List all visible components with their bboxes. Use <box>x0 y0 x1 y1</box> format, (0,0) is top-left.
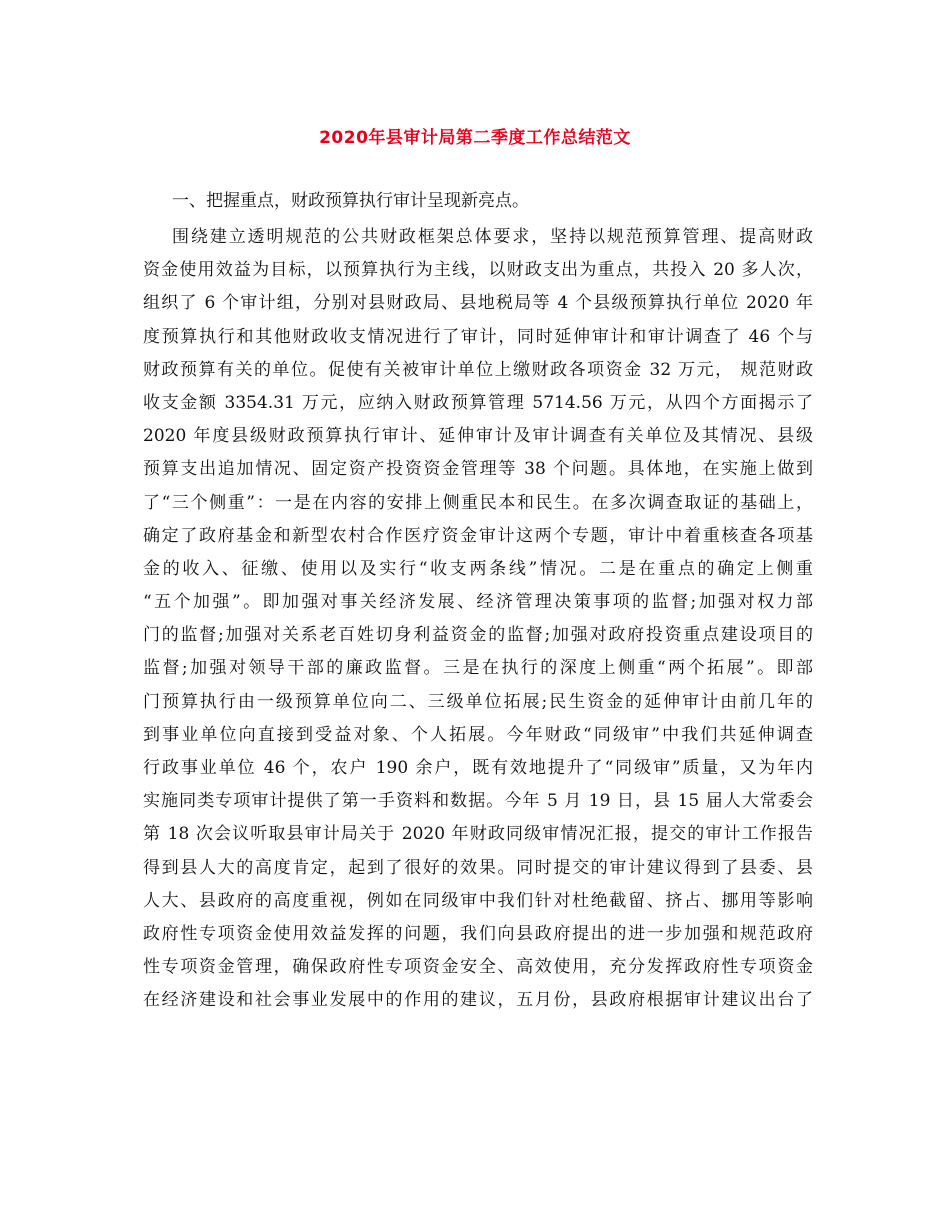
paragraph-line: 收支金额 3354.31 万元，应纳入财政预算管理 5714.56 万元，从四个方面揭示了 <box>143 392 813 413</box>
document-title: 2020年县审计局第二季度工作总结范文 <box>319 128 631 148</box>
paragraph-line: 实施同类专项审计提供了第一手资料和数据。今年 5 月 19 日，县 15 届人大常委会 <box>143 791 813 812</box>
paragraph-line: 监督;加强对领导干部的廉政监督。三是在执行的深度上侧重“两个拓展”。即部 <box>143 658 813 679</box>
paragraph-line: 第 18 次会议听取县审计局关于 2020 年财政同级审情况汇报，提交的审计工作报告 <box>143 824 813 845</box>
paragraph-line: 金的收入、征缴、使用以及实行“收支两条线”情况。二是在重点的确定上侧重 <box>143 558 813 579</box>
paragraph-line: 得到县人大的高度肯定，起到了很好的效果。同时提交的审计建议得到了县委、县 <box>143 857 813 878</box>
paragraph-line: 围绕建立透明规范的公共财政框架总体要求，坚持以规范预算管理、提高财政 <box>172 227 813 247</box>
body-paragraph <box>143 221 823 1018</box>
paragraph-line: 性专项资金管理，确保政府性专项资金安全、高效使用，充分发挥政府性专项资金 <box>143 957 813 978</box>
paragraph-line: 预算支出追加情况、固定资产投资资金管理等 38 个问题。具体地，在实施上做到 <box>143 459 813 480</box>
paragraph-line: 行政事业单位 46 个，农户 190 余户，既有效地提升了“同级审”质量，又为年内 <box>143 758 813 778</box>
paragraph-line: 到事业单位向直接到受益对象、个人拓展。今年财政“同级审”中我们共延伸调查 <box>143 724 813 745</box>
paragraph-line: 在经济建设和社会事业发展中的作用的建议，五月份，县政府根据审计建议出台了 <box>143 990 813 1011</box>
paragraph-line: 了“三个侧重”：一是在内容的安排上侧重民本和民生。在多次调查取证的基础上， <box>143 492 813 513</box>
paragraph-line: 度预算执行和其他财政收支情况进行了审计，同时延伸审计和审计调查了 46 个与 <box>143 326 813 347</box>
paragraph-line: 2020 年度县级财政预算执行审计、延伸审计及审计调查有关单位及其情况、县级 <box>143 426 813 447</box>
paragraph-line: 政府性专项资金使用效益发挥的问题，我们向县政府提出的进一步加强和规范政府 <box>143 923 813 944</box>
paragraph-line: 财政预算有关的单位。促使有关被审计单位上缴财政各项资金 32 万元， 规范财政 <box>143 359 813 380</box>
paragraph-line: 资金使用效益为目标，以预算执行为主线，以财政支出为重点，共投入 20 多人次， <box>143 260 813 281</box>
paragraph-line: 确定了政府基金和新型农村合作医疗资金审计这两个专题，审计中着重核查各项基 <box>143 525 813 546</box>
paragraph-line: 门预算执行由一级预算单位向二、三级单位拓展;民生资金的延伸审计由前几年的 <box>143 691 813 712</box>
paragraph-line: “五个加强”。即加强对事关经济发展、经济管理决策事项的监督;加强对权力部 <box>143 592 813 613</box>
paragraph-line: 组织了 6 个审计组，分别对县财政局、县地税局等 4 个县级预算执行单位 2020 年 <box>143 293 813 314</box>
paragraph-line: 门的监督;加强对关系老百姓切身利益资金的监督;加强对政府投资重点建设项目的 <box>143 625 813 646</box>
paragraph-line: 人大、县政府的高度重视，例如在同级审中我们针对杜绝截留、挤占、挪用等影响 <box>143 890 813 911</box>
section-heading: 一、把握重点，财政预算执行审计呈现新亮点。 <box>172 191 529 211</box>
